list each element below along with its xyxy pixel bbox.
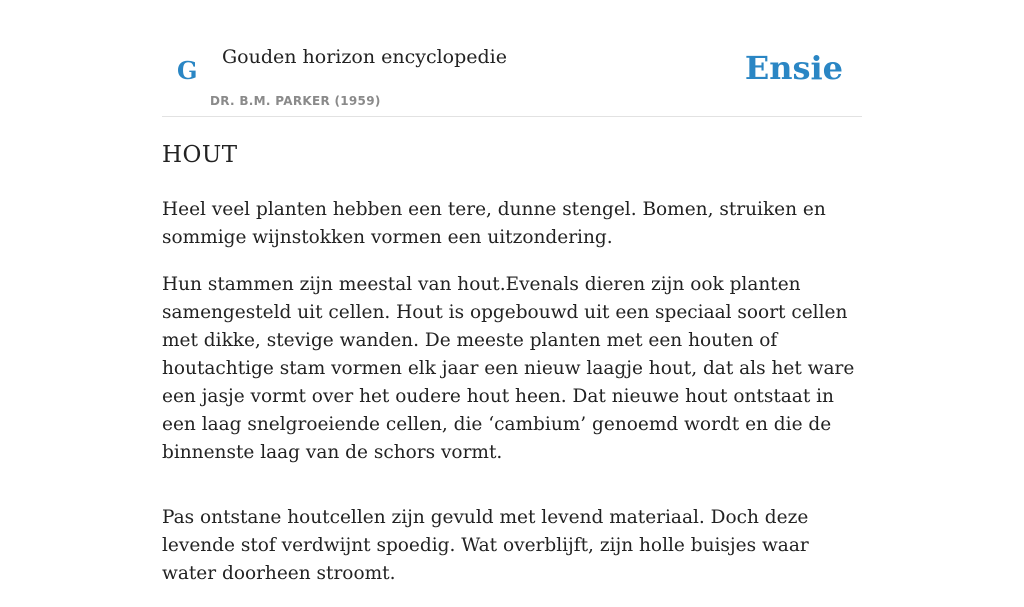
source-author: DR. B.M. PARKER (1959) <box>210 94 381 108</box>
article <box>162 140 862 607</box>
source-title-link[interactable]: Gouden horizon encyclopedie <box>222 46 507 68</box>
article-paragraph: Hun stammen zijn meestal van hout.Evenals dieren zijn ook planten samengesteld uit cellen. Hout is opgebouwd uit een speciaal soort cellen met dikke, stevige wanden. De meeste planten met een houten of houtachtige stam vormen elk jaar een nieuw laagje hout, dat als het ware een jasje vormt over het oudere hout heen. Dat nieuwe hout ontstaat in een laag snelgroeiende cellen, die ‘cambium’ genoemd wordt en die de binnenste laag van de schors vormt. <box>162 274 855 463</box>
article-title: HOUT <box>162 142 238 168</box>
ensie-logo-link[interactable]: Ensie <box>744 49 843 87</box>
article-paragraph: Heel veel planten hebben een tere, dunne stengel. Bomen, struiken en sommige wijnstokken vormen een uitzondering. <box>162 199 826 248</box>
source-logo-icon[interactable]: G <box>177 56 198 85</box>
source-header <box>162 0 862 117</box>
article-paragraph: Pas ontstane houtcellen zijn gevuld met levend materiaal. Doch deze levende stof verdwijnt spoedig. Wat overblijft, zijn holle buisjes waar water doorheen stroomt. <box>162 507 809 584</box>
